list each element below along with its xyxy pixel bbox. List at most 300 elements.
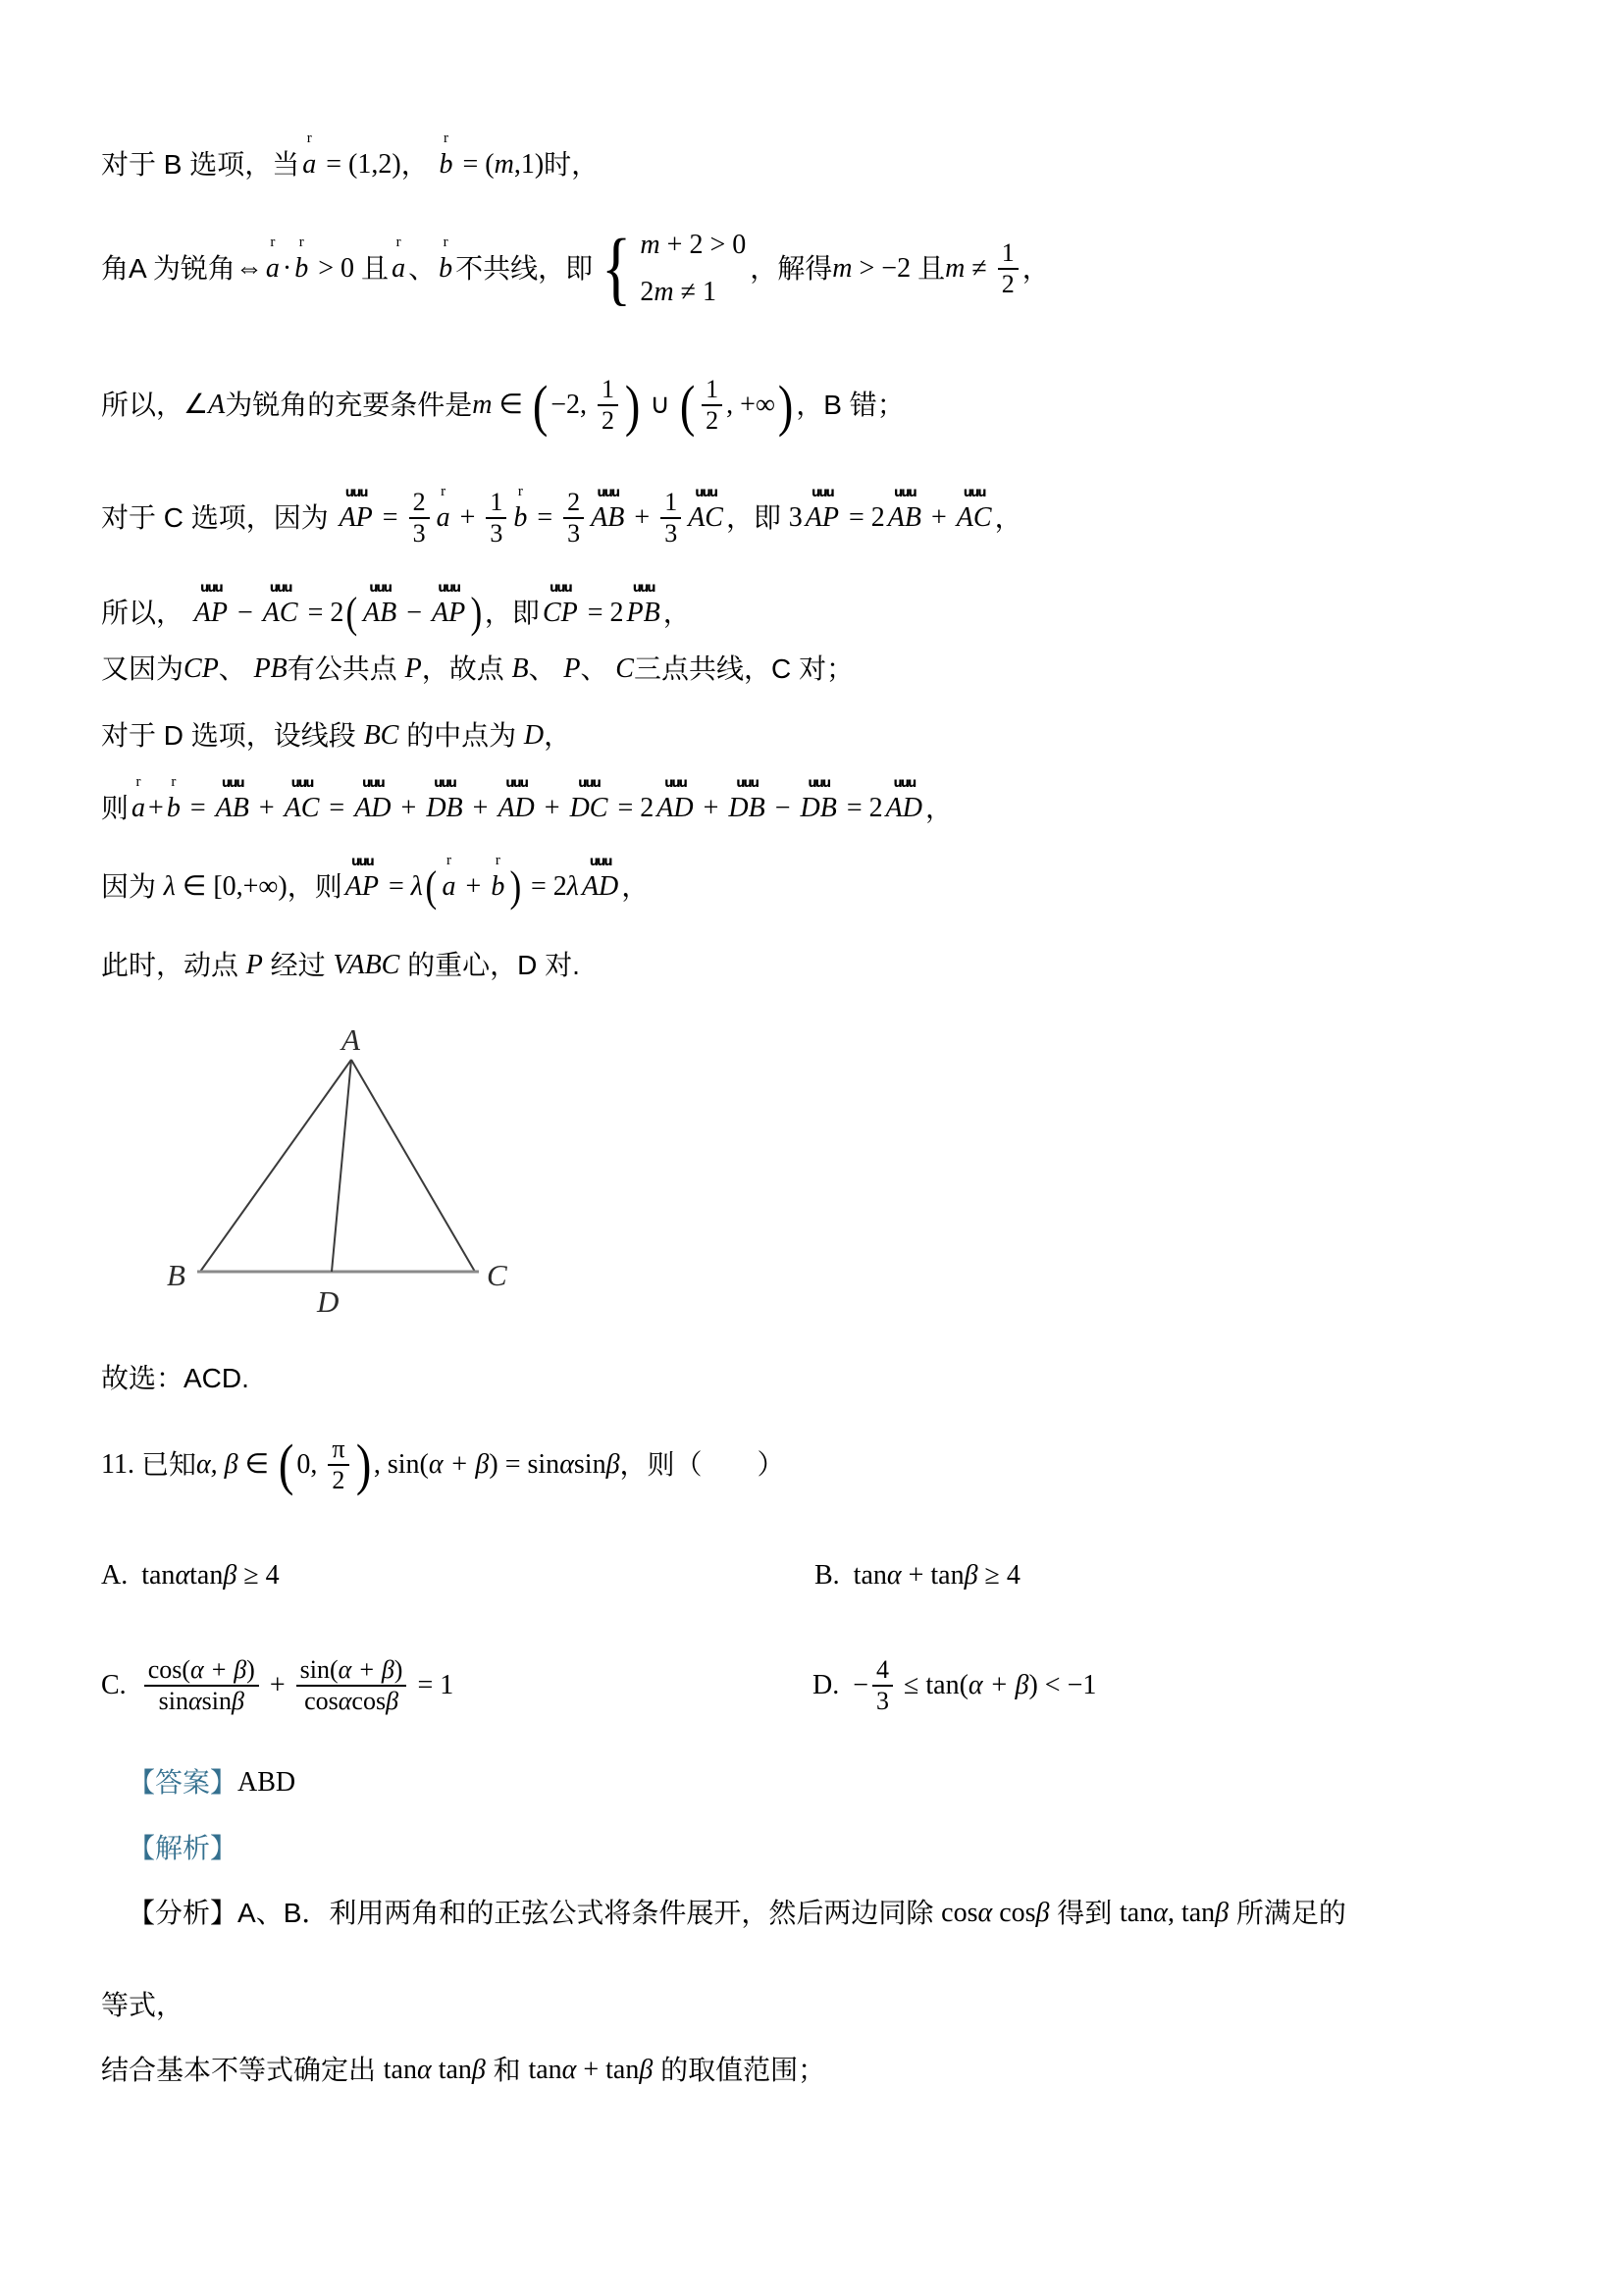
text-run: cos [304, 1686, 339, 1715]
text-run: ) = sin [489, 1448, 560, 1480]
big-paren: ) [777, 373, 794, 438]
text-run: = [381, 871, 411, 903]
vector-AB: uuu AB [591, 499, 624, 537]
fraction-numerator [144, 1655, 259, 1687]
text-run: 此时，动点 [101, 950, 246, 981]
vector-a: r a [131, 790, 145, 827]
text-run: PB [253, 653, 288, 685]
text-run: 且 [917, 253, 946, 285]
text-run: 11. [101, 1448, 141, 1480]
text-run: ∈ [237, 1448, 277, 1480]
vector-b: r b [439, 250, 452, 287]
text-run: ， [994, 502, 1022, 534]
text-run: + [923, 502, 954, 534]
text-run: , +∞ [726, 390, 775, 421]
text-run: m [472, 390, 493, 421]
text-run: tan [528, 2055, 562, 2086]
text-run: 又因为 [101, 653, 184, 685]
text-run: 为锐角的充要条件是 [225, 390, 473, 421]
text-run: ≠ [965, 253, 994, 285]
text-run: = 2 [580, 598, 624, 629]
line-vector-sum-derivation [101, 777, 953, 840]
option-d [812, 1624, 1096, 1747]
text-run: α [187, 1686, 202, 1715]
vector-AB: uuu AB [363, 595, 396, 632]
text-run: 和 [485, 2055, 529, 2086]
text-run: ，故点 [421, 653, 512, 685]
text-run: 3 [412, 519, 426, 548]
text-run: 、 [408, 253, 437, 285]
text-run: ，即 [484, 598, 540, 629]
line-lambda-condition [101, 852, 649, 922]
text-run: β [386, 1686, 399, 1715]
text-run: 结合基本不等式确定出 [101, 2055, 384, 2086]
text-run: = 2 [610, 793, 654, 824]
text-run: 、 [528, 653, 564, 685]
big-paren: ) [509, 862, 522, 911]
vector-AD: uuu AD [497, 790, 534, 827]
text-run: α [559, 1448, 574, 1480]
vector-a: r a [443, 868, 456, 906]
text-run: 不共线，即 [455, 253, 594, 285]
vector-a: r a [302, 146, 316, 183]
big-paren: ) [355, 1433, 371, 1496]
text-run: 对于 C 选项，因为 [101, 502, 337, 534]
text-run: ，即 [725, 502, 789, 534]
text-run: π [332, 1434, 345, 1463]
text-run: 故选：ACD. [101, 1363, 249, 1394]
text-run: > −2 [852, 253, 918, 285]
fraction-numerator [660, 488, 681, 519]
text-run: = [322, 793, 352, 824]
median-AD [332, 1060, 351, 1272]
text-run: = 2 [839, 793, 883, 824]
text-run: ≥ 4 [977, 1560, 1021, 1592]
text-run: 已知 [140, 1448, 196, 1480]
method-label: 【分析】 [128, 1898, 238, 1929]
text-run: sin [573, 1448, 606, 1480]
fraction [296, 1655, 407, 1716]
vector-b: r b [294, 250, 308, 287]
big-paren: ( [278, 1433, 294, 1496]
text-run: 则 [101, 793, 130, 824]
fraction [328, 1435, 348, 1495]
text-run: A. tan [101, 1560, 176, 1592]
text-run: β [1215, 1898, 1230, 1929]
text-run: C. [101, 1669, 140, 1700]
text-run: + [696, 793, 726, 824]
text-run: CP [183, 653, 219, 685]
text-run: α + β [338, 1654, 394, 1684]
vector-AP: uuu AP [345, 868, 379, 906]
vector-DB: uuu DB [801, 790, 837, 827]
analysis-label: 【解析】 [128, 1833, 238, 1864]
text-run: 的重心，D 对. [399, 950, 580, 981]
text-run: ，则 [287, 871, 342, 903]
option-c [101, 1624, 453, 1747]
text-run: 1 [1001, 238, 1015, 268]
text-run: 1 [490, 488, 503, 517]
fraction-numerator [998, 238, 1019, 270]
vector-a: r a [392, 250, 405, 287]
vector-AP: uuu AP [432, 595, 465, 632]
text-run: − [231, 598, 260, 629]
triangle-figure [165, 1022, 548, 1322]
fraction-denominator [702, 406, 722, 436]
text-run: ,1) [513, 149, 545, 181]
vector-AD: uuu AD [354, 790, 391, 827]
text-run: P [245, 950, 263, 981]
text-run: 的中点为 [398, 720, 524, 752]
analysis-line-3 [101, 2049, 825, 2092]
big-paren: ) [470, 589, 483, 637]
text-run: D [523, 720, 545, 752]
text-run: sin [158, 1686, 188, 1715]
analysis-line-2 [101, 1984, 183, 2027]
text-run: 时， [544, 149, 600, 181]
vector-DB: uuu DB [728, 790, 764, 827]
text-run: + [251, 793, 282, 824]
text-run: A [208, 390, 226, 421]
big-paren: ( [425, 862, 438, 911]
text-run: ，则（ ） [619, 1448, 785, 1480]
text-run: α, β [195, 1448, 238, 1480]
text-run: = [530, 502, 560, 534]
text-run: B. tan [814, 1560, 887, 1592]
text-run: λ [410, 871, 423, 903]
vector-b: r b [439, 146, 452, 183]
vector-AP: uuu AP [194, 595, 228, 632]
text-run: VABC [333, 950, 400, 981]
text-run: ≥ 4 [236, 1560, 280, 1592]
text-run: 3 [876, 1686, 890, 1715]
text-run: m [494, 149, 514, 181]
text-run: 的取值范围； [653, 2055, 826, 2086]
text-run: = 2 [524, 871, 567, 903]
cases-rows [640, 227, 746, 311]
vector-AC: uuu AC [263, 595, 298, 632]
line-option-d-setup [101, 714, 571, 757]
line-option-c-given [101, 469, 1022, 567]
vector-b: r b [491, 868, 504, 906]
fraction [563, 488, 584, 548]
vector-AD: uuu AD [582, 868, 618, 906]
text-run: λ [566, 871, 579, 903]
text-run: 2 [640, 277, 654, 307]
text-run: ，解得 [750, 253, 833, 285]
vector-AP: uuu AP [340, 499, 373, 537]
fraction-numerator [872, 1655, 893, 1687]
fraction [872, 1655, 893, 1716]
text-run: m [945, 253, 966, 285]
fraction-denominator [328, 1466, 348, 1495]
text-run: + [148, 793, 164, 824]
line-option-d-conclusion [101, 944, 580, 987]
text-run: α [175, 1560, 190, 1592]
text-run: m [640, 230, 660, 261]
fraction-numerator [702, 375, 722, 406]
text-run: + [465, 793, 496, 824]
vector-AB: uuu AB [888, 499, 921, 537]
fraction [486, 488, 506, 548]
option-b [814, 1552, 1021, 1599]
vertex-label-b: B [167, 1258, 185, 1292]
text-run: ≤ tan( [897, 1669, 969, 1700]
text-run: + [393, 793, 424, 824]
text-run: α + β [428, 1448, 490, 1480]
fraction [660, 488, 681, 548]
text-run: ， [662, 598, 691, 629]
text-run: m [654, 277, 674, 307]
text-run: 经过 [262, 950, 334, 981]
text-run: 3 [490, 519, 503, 548]
text-run: cos [351, 1686, 387, 1715]
vector-DB: uuu DB [426, 790, 462, 827]
text-run: ≠ 1 [673, 277, 717, 307]
text-run: = [183, 793, 213, 824]
line-answer-choice [101, 1357, 249, 1400]
text-run: 3 [788, 502, 803, 534]
text-run: · [282, 253, 292, 285]
text-run: 2 [332, 1465, 345, 1494]
text-run: , tan [1167, 1898, 1216, 1929]
fraction-denominator [598, 406, 618, 436]
text-run: = ( [455, 149, 495, 181]
text-run: 对于 B 选项，当 [101, 149, 300, 181]
text-run: 1 [706, 375, 719, 404]
triangle-svg [165, 1022, 548, 1322]
text-run: sin [201, 1686, 232, 1715]
text-run: − [767, 793, 798, 824]
side-AB [200, 1060, 351, 1272]
text-run: 3 [664, 519, 678, 548]
vertex-label-d: D [317, 1284, 340, 1319]
text-run: = [375, 502, 405, 534]
vector-CP: uuu CP [543, 595, 578, 632]
answer-value: ABD [237, 1767, 296, 1799]
text-run: ) < −1 [1028, 1669, 1097, 1700]
text-run: cos( [147, 1654, 191, 1684]
text-run: 有公共点 [287, 653, 405, 685]
vector-AC: uuu AC [957, 499, 992, 537]
text-run: λ [163, 871, 176, 903]
text-run: B [511, 653, 529, 685]
fraction [702, 375, 722, 436]
text-run: ) [246, 1654, 255, 1684]
text-run: 0, [296, 1448, 325, 1480]
fraction-denominator [300, 1687, 402, 1716]
vector-AC: uuu AC [688, 499, 723, 537]
line-option-b-setup [101, 139, 599, 190]
text-run: α [886, 1560, 902, 1592]
vector-AD: uuu AD [656, 790, 693, 827]
vertex-label-c: C [487, 1258, 507, 1292]
text-run: = 1 [410, 1669, 454, 1700]
text-run: cos [941, 1898, 978, 1929]
text-run: 2 [706, 406, 719, 435]
text-run: 2 [567, 488, 581, 517]
text-run: P [563, 653, 581, 685]
fraction-numerator [328, 1435, 348, 1466]
text-run: sin( [299, 1654, 339, 1684]
text-run: 4 [876, 1654, 890, 1684]
text-run: ∪ [643, 390, 677, 421]
option-a [101, 1552, 280, 1599]
fraction [998, 238, 1019, 299]
text-run: α [977, 1898, 993, 1929]
answer-label-line [128, 1761, 295, 1804]
text-run: = 2 [841, 502, 885, 534]
vector-a: r a [437, 499, 450, 537]
text-run: tan [1120, 1898, 1154, 1929]
text-run: 2 [602, 406, 614, 435]
vector-b: r b [513, 499, 527, 537]
cases-system [597, 223, 747, 315]
text-run: + tan [576, 2055, 640, 2086]
line-acute-angle-condition [101, 214, 1050, 324]
brace-icon: { [602, 223, 632, 315]
text-run: β [605, 1448, 620, 1480]
fraction-numerator [486, 488, 506, 519]
text-run: = (1,2) [319, 149, 401, 181]
question-11 [101, 1418, 785, 1511]
big-paren: ( [532, 373, 549, 438]
text-run: 所以， [101, 390, 184, 421]
text-run: ， [400, 149, 437, 181]
text-run: 3 [567, 519, 581, 548]
text-run: 因为 [101, 871, 164, 903]
text-run: + [537, 793, 567, 824]
text-run: P [404, 653, 422, 685]
vertex-label-a: A [341, 1022, 360, 1057]
text-run: , sin [373, 1448, 420, 1480]
fraction-numerator [409, 488, 430, 519]
text-run: β [231, 1686, 244, 1715]
text-run: β [964, 1560, 978, 1592]
fraction-denominator [872, 1687, 893, 1716]
text-run: 、 [580, 653, 616, 685]
text-run: β [1035, 1898, 1050, 1929]
text-run: 2 [1001, 270, 1015, 298]
text-run: 角A 为锐角 [101, 253, 236, 285]
text-run: + tan [901, 1560, 965, 1592]
text-run: tan [431, 2055, 472, 2086]
text-run: −2, [550, 390, 594, 421]
vector-AP: uuu AP [806, 499, 839, 537]
vector-AD: uuu AD [886, 790, 922, 827]
text-run: cos [992, 1898, 1036, 1929]
text-run: + 2 > 0 [659, 230, 747, 261]
text-run: α [1153, 1898, 1168, 1929]
text-run: 所以， [101, 598, 191, 629]
vector-PB: uuu PB [627, 595, 660, 632]
vector-AC: uuu AC [285, 790, 320, 827]
text-run: − [399, 598, 430, 629]
text-run: 所满足的 [1229, 1898, 1346, 1929]
analysis-line-1 [128, 1892, 1346, 1935]
text-run: ， [621, 871, 650, 903]
text-run: ) [393, 1654, 403, 1684]
vector-DC: uuu DC [570, 790, 608, 827]
answer-label: 【答案】 [128, 1767, 238, 1799]
text-run: 1 [602, 375, 614, 404]
fraction [598, 375, 618, 436]
fraction [409, 488, 430, 548]
side-AC [351, 1060, 475, 1272]
text-run: C [615, 653, 634, 685]
text-run: β [223, 1560, 237, 1592]
text-run: β [471, 2055, 486, 2086]
fraction-denominator [998, 270, 1019, 299]
fraction-denominator [155, 1687, 248, 1716]
text-run: + [452, 502, 483, 534]
fraction-numerator [563, 488, 584, 519]
text-run: A、B．利用两角和的正弦公式将条件展开，然后两边同除 [237, 1898, 942, 1929]
text-run: α + β [190, 1654, 247, 1684]
vector-AB: uuu AB [216, 790, 249, 827]
text-run: 、 [218, 653, 254, 685]
line-option-c-conclusion [101, 648, 854, 691]
text-run: D. − [812, 1669, 869, 1700]
fraction-denominator [563, 519, 584, 548]
text-run: > 0 [311, 253, 362, 285]
analysis-label-line [128, 1827, 237, 1870]
text-run: ， [924, 793, 953, 824]
text-run: ⇔ [235, 253, 263, 285]
text-run: = 2 [300, 598, 344, 629]
line-option-c-derivation [101, 574, 691, 652]
text-run: 三点共线，C 对； [633, 653, 854, 685]
text-run: ∈ [0,+∞) [175, 871, 288, 903]
text-run: 2 [412, 488, 426, 517]
text-run: BC [363, 720, 399, 752]
fraction-numerator [296, 1655, 407, 1687]
text-run: ，B 错； [796, 390, 905, 421]
text-run: + [627, 502, 657, 534]
fraction-numerator [598, 375, 618, 406]
text-run: tan [383, 2055, 417, 2086]
fraction [144, 1655, 259, 1716]
text-run: ∠ [183, 390, 209, 421]
text-run: ， [1021, 253, 1050, 285]
text-run: ， [544, 720, 572, 752]
big-paren: ) [624, 373, 641, 438]
text-run: 且 [361, 253, 390, 285]
text-run: β [639, 2055, 654, 2086]
text-run: tan [189, 1560, 224, 1592]
cases-row [640, 227, 746, 264]
big-paren: ( [679, 373, 696, 438]
text-run: m [832, 253, 853, 285]
fraction-denominator [486, 519, 506, 548]
text-run: 1 [664, 488, 678, 517]
vector-b: r b [167, 790, 181, 827]
big-paren: ( [345, 589, 358, 637]
text-run: α [338, 1686, 352, 1715]
vector-a: r a [266, 250, 280, 287]
fraction-denominator [660, 519, 681, 548]
text-run: 等式， [101, 1990, 184, 2021]
text-run: ( [419, 1448, 429, 1480]
fraction-denominator [409, 519, 430, 548]
text-run: ∈ [492, 390, 530, 421]
text-run: α + β [968, 1669, 1029, 1700]
line-option-b-conclusion [101, 351, 905, 459]
cases-row [640, 274, 746, 311]
text-run: 对于 D 选项，设线段 [101, 720, 364, 752]
text-run: + [262, 1669, 292, 1700]
text-run: α [417, 2055, 432, 2086]
